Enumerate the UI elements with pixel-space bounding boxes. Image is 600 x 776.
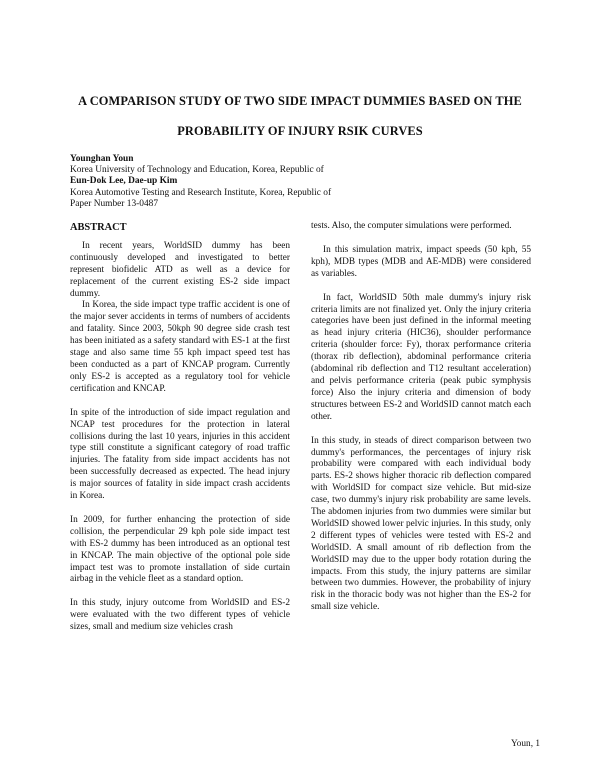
author-1-affiliation: Korea University of Technology and Education, Korea, Republic of <box>70 165 324 176</box>
abstract-paragraph-5: In this study, injury outcome from WorldSID and ES-2 were evaluated with the two different types of vehicle sizes, small and medium size vehicles crash <box>70 598 290 633</box>
paper-number: Paper Number 13-0487 <box>70 198 159 209</box>
right-paragraph-3: In fact, WorldSID 50th male dummy's injury risk criteria limits are not finalized yet. Only the injury criteria categories have been just defined in the informal meeting as head injury criteria (HIC36), shoulder performance criteria (shoulder force: Fy), thorax performance criteria (thorax rib deflection), abdominal performance criteria (abdominal rib deflection and T12 resultant acceleration) and pelvis performance criteria (peak pubic symphysis force) Also the injury criteria and dimension of body structures between ES-2 and WorldSID cannot match each other. <box>311 292 531 422</box>
abstract-paragraph-4: In 2009, for further enhancing the protection of side collision, the perpendicular 29 kph pole side impact test with ES-2 dummy has been introduced as an optional test in KNCAP. The main objective of the optional pole side impact test was to promote installation of side curtain airbag in the vehicle fleet as a standard option. <box>70 514 290 585</box>
author-2-affiliation: Korea Automotive Testing and Research Institute, Korea, Republic of <box>70 187 332 198</box>
abstract-paragraph-1: In recent years, WorldSID dummy has been continuously developed and investigated to better represent biofidelic ATD as well as a device for replacement of the current existing ES-2 side impact dummy. <box>70 240 290 299</box>
title-line-2: PROBABILITY OF INJURY RSIK CURVES <box>177 124 423 138</box>
author-2-name: Eun-Dok Lee, Dae-up Kim <box>70 176 178 187</box>
right-paragraph-2: In this simulation matrix, impact speeds (50 kph, 55 kph), MDB types (MDB and AE-MDB) were considered as variables. <box>311 244 531 279</box>
paper-title <box>60 86 540 146</box>
abstract-heading: ABSTRACT <box>70 222 127 233</box>
abstract-paragraph-3: In spite of the introduction of side impact regulation and NCAP test procedures for the protection in lateral collisions during the last 10 years, injuries in this accident type still constitute a significant category of road traffic injuries. The fatality from side impact accidents has not been successfully decreased as expected. The head injury is major sources of fatality in side impact crash accidents in Korea. <box>70 407 290 502</box>
right-paragraph-1: tests. Also, the computer simulations were performed. <box>311 221 512 231</box>
author-block <box>70 154 370 210</box>
abstract-paragraph-2: In Korea, the side impact type traffic accident is one of the major sever accidents in terms of numbers of accidents and fatality. Since 2003, 50kph 90 degree side crash test has been initiated as a safety standard with ES-1 at the first stage and also same time 55 kph impact speed test has been conducted as a part of KNCAP program. Currently only ES-2 is accepted as a regulatory tool for vehicle certification and KNCAP. <box>70 300 290 394</box>
left-column <box>70 222 290 634</box>
author-1-name: Younghan Youn <box>70 154 134 164</box>
right-paragraph-4: In this study, in steads of direct comparison between two dummy's performances, the percentages of injury risk probability were compared with each individual body parts. ES-2 shows higher thoracic rib deflection compared with WorldSID for compact size vehicle. But mid-size case, two dummy's injury risk probability are same levels. The abdomen injuries from two dummies were similar but WorldSID showed lower pelvic injuries. In this study, only 2 different types of vehicles were tested with ES-2 and WorldSID. A small amount of rib deflection from the WorldSID may due to the upper body rotation during the impacts. From this study, the injury patterns are similar between two dummies. However, the probability of injury risk in the thoracic body was not higher than the ES-2 for small size vehicle. <box>311 435 531 613</box>
right-column <box>311 221 531 614</box>
page-footer: Youn, 1 <box>510 739 540 749</box>
title-line-1: A COMPARISON STUDY OF TWO SIDE IMPACT DUMMIES BASED ON THE <box>78 94 522 108</box>
